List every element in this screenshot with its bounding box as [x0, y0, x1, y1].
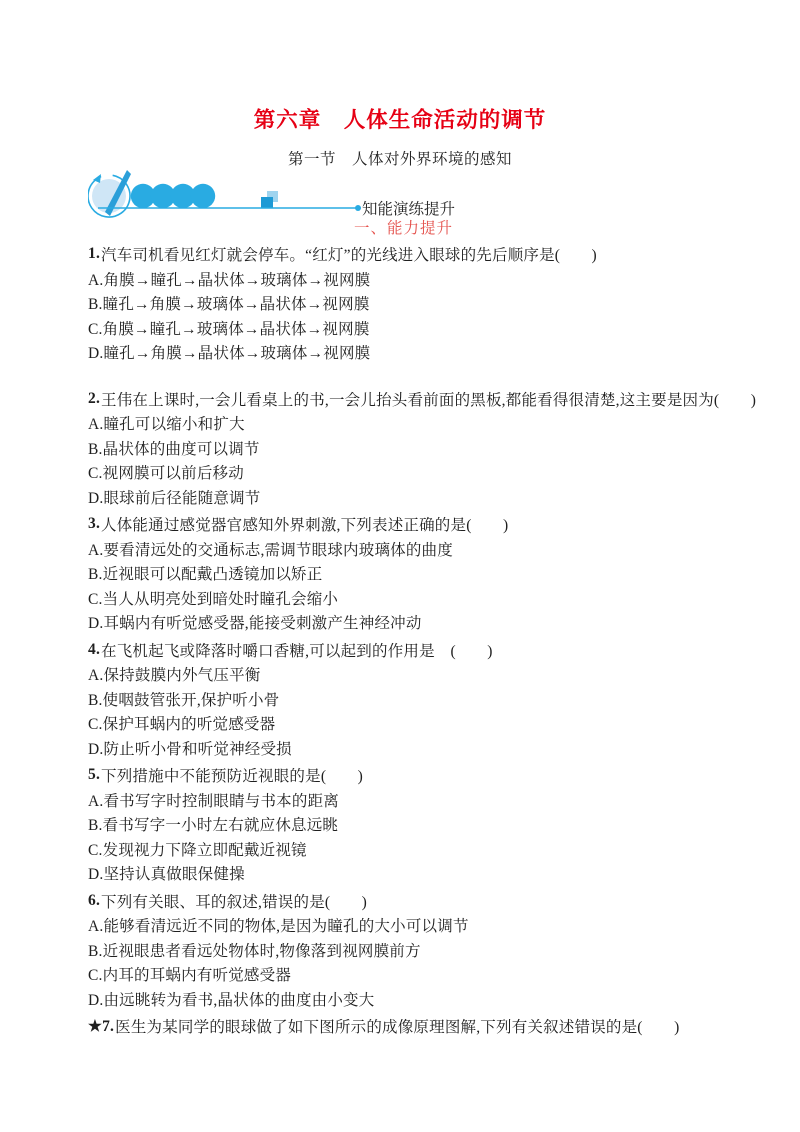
question-stem: ★7. 医生为某同学的眼球做了如下图所示的成像原理图解,下列有关叙述错误的是( ) [88, 1017, 680, 1037]
pen-circle-icon [88, 170, 133, 218]
question-4 [88, 638, 788, 761]
question-7 [88, 1014, 788, 1039]
option-C: C.视网膜可以前后移动 [88, 465, 244, 483]
option-C: C.发现视力下降立即配戴近视镜 [88, 841, 307, 859]
question-number: 3. [88, 515, 101, 533]
question-1 [88, 242, 788, 365]
option-B: B.晶状体的曲度可以调节 [88, 440, 260, 458]
option-D: D.防止听小骨和听觉神经受损 [88, 740, 292, 758]
option-C: C.内耳的耳蜗内有听觉感受器 [88, 967, 292, 985]
option-D: D.耳蜗内有听觉感受器,能接受刺激产生神经冲动 [88, 615, 422, 633]
option-B: B.近视眼可以配戴凸透镜加以矫正 [88, 566, 323, 584]
banner-squares-icon [261, 191, 278, 208]
option-A: A.看书写字时控制眼睛与书本的距离 [88, 792, 339, 810]
question-2 [88, 387, 788, 510]
question-number: 5. [88, 766, 101, 784]
option-B: B.看书写字一小时左右就应休息远眺 [88, 817, 339, 835]
option-B: B.近视眼患者看远处物体时,物像落到视网膜前方 [88, 942, 421, 960]
banner-dots-icon [131, 184, 215, 208]
banner-line-dot [355, 205, 361, 211]
option-D: D.坚持认真做眼保健操 [88, 866, 245, 884]
question-number: 4. [88, 640, 101, 658]
question-3 [88, 512, 788, 635]
question-stem: 2. 王伟在上课时,一会儿看桌上的书,一会儿抬头看前面的黑板,都能看得很清楚,这主要是因为( ) [88, 389, 757, 409]
option-A: A.能够看清远近不同的物体,是因为瞳孔的大小可以调节 [88, 918, 469, 936]
paintbrush-circle-banner-icon [88, 166, 380, 218]
question-number: 1. [88, 245, 101, 263]
option-C: C.当人从明亮处到暗处时瞳孔会缩小 [88, 590, 339, 608]
option-B: B.瞳孔→角膜→玻璃体→晶状体→视网膜 [88, 296, 370, 314]
chapter-title: 第六章 人体生命活动的调节 [253, 108, 547, 132]
question-5 [88, 763, 788, 886]
question-6 [88, 889, 788, 1012]
option-B: B.使咽鼓管张开,保护听小骨 [88, 691, 280, 709]
section-title: 第一节 人体对外界环境的感知 [287, 151, 512, 168]
question-stem: 3. 人体能通过感觉器官感知外界刺激,下列表述正确的是( ) [88, 515, 509, 535]
option-A: A.瞳孔可以缩小和扩大 [88, 416, 245, 434]
option-D: D.由远眺转为看书,晶状体的曲度由小变大 [88, 991, 375, 1009]
option-A: A.保持鼓膜内外气压平衡 [88, 667, 261, 685]
option-A: A.角膜→瞳孔→晶状体→玻璃体→视网膜 [88, 271, 371, 289]
question-list [88, 242, 788, 1042]
option-D: D.瞳孔→角膜→晶状体→玻璃体→视网膜 [88, 345, 371, 363]
question-number: ★7. [88, 1017, 115, 1035]
option-C: C.角膜→瞳孔→玻璃体→晶状体→视网膜 [88, 320, 370, 338]
option-C: C.保护耳蜗内的听觉感受器 [88, 716, 276, 734]
question-stem: 6. 下列有关眼、耳的叙述,错误的是( ) [88, 891, 368, 911]
banner-label: 知能演练提升 [362, 201, 456, 218]
part-heading: 一、能力提升 [354, 220, 454, 237]
option-D: D.眼球前后径能随意调节 [88, 489, 261, 507]
question-stem: 5. 下列措施中不能预防近视眼的是( ) [88, 766, 363, 786]
question-stem: 4. 在飞机起飞或降落时嚼口香糖,可以起到的作用是 ( ) [88, 640, 493, 660]
question-number: 2. [88, 389, 101, 407]
question-number: 6. [88, 891, 101, 909]
question-stem: 1. 汽车司机看见红灯就会停车。“红灯”的光线进入眼球的先后顺序是( ) [88, 245, 597, 265]
option-A: A.要看清远处的交通标志,需调节眼球内玻璃体的曲度 [88, 541, 453, 559]
